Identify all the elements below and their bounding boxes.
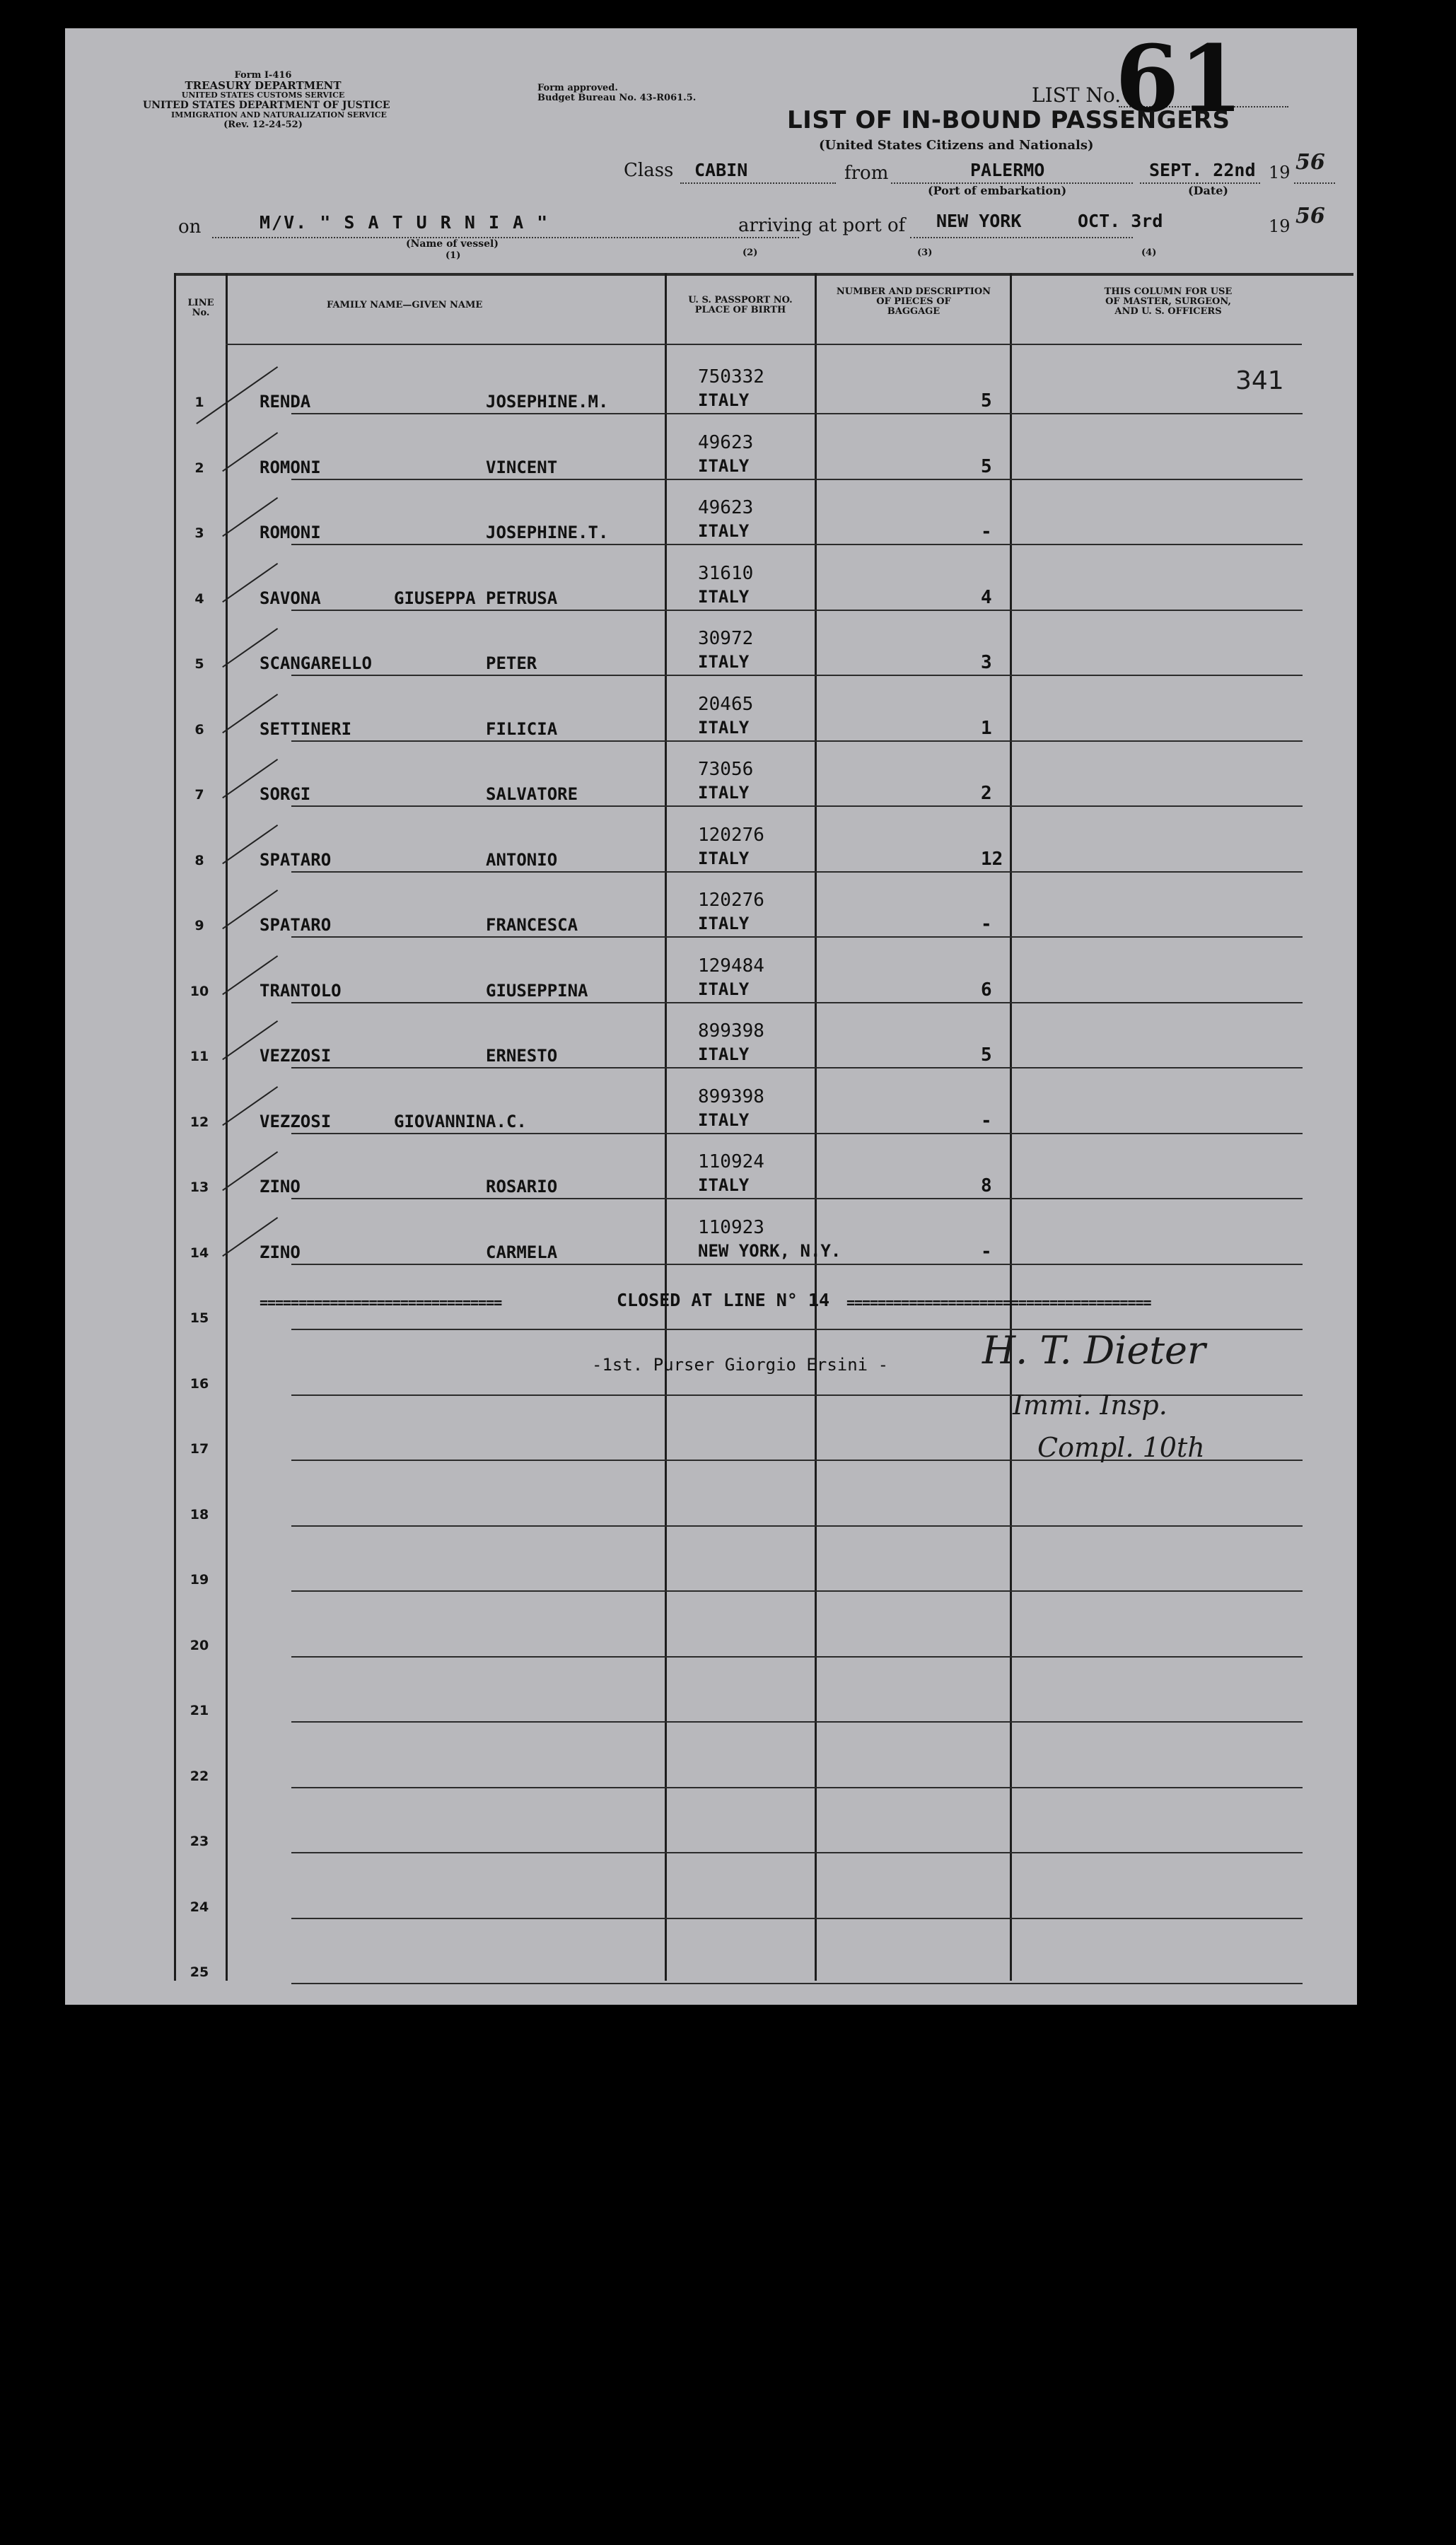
col-index-2: (2) <box>742 247 758 258</box>
arrival-port: NEW YORK <box>936 211 1022 231</box>
row-number: 14 <box>190 1245 209 1261</box>
class-label: Class <box>624 160 674 181</box>
passport-number: 750332 <box>698 366 764 388</box>
row-number: 15 <box>190 1310 209 1326</box>
from-value: PALERMO <box>970 160 1045 180</box>
row-number: 24 <box>190 1899 209 1915</box>
ins-label: IMMIGRATION AND NATURALIZATION SERVICE <box>171 110 387 120</box>
row-number: 12 <box>190 1114 209 1130</box>
family-name: VEZZOSI <box>260 1112 332 1131</box>
baggage-count: 8 <box>981 1175 992 1196</box>
baggage-count: 5 <box>981 390 992 412</box>
inspector-signature: H. T. Dieter <box>982 1328 1206 1373</box>
given-name: ANTONIO <box>486 850 558 870</box>
baggage-count: 5 <box>981 1044 992 1066</box>
family-name: SETTINERI <box>260 719 352 739</box>
place-of-birth: NEW YORK, N.Y. <box>698 1241 841 1261</box>
given-name: ERNESTO <box>486 1046 558 1066</box>
family-name: VEZZOSI <box>260 1046 332 1066</box>
row-rule <box>291 1721 1303 1723</box>
row-number: 6 <box>194 722 204 738</box>
baggage-count: 4 <box>981 587 992 608</box>
family-name: ROMONI <box>260 523 321 542</box>
arrival-year-prefix: 19 <box>1269 216 1291 236</box>
table-header-bottom <box>226 344 1302 345</box>
row-number: 20 <box>190 1638 209 1653</box>
inspector-title: Immi. Insp. <box>1013 1390 1167 1421</box>
passport-number: 110924 <box>698 1151 764 1172</box>
vessel-name: M/V. " S A T U R N I A " <box>260 212 549 233</box>
row-number: 8 <box>194 853 204 868</box>
col-divider-line <box>226 273 228 1981</box>
col-header-baggage <box>822 287 1006 317</box>
baggage-count: 6 <box>981 979 992 1001</box>
passport-number: 73056 <box>698 759 754 780</box>
passport-number: 49623 <box>698 497 754 518</box>
revision-label: (Rev. 12-24-52) <box>223 120 303 130</box>
arrival-date: OCT. 3rd <box>1078 211 1163 231</box>
given-name: ROSARIO <box>486 1177 558 1196</box>
row-rule <box>291 871 1303 873</box>
baggage-count: 3 <box>981 652 992 673</box>
passport-number: 20465 <box>698 694 754 715</box>
place-of-birth: ITALY <box>698 783 750 803</box>
row-rule <box>291 1525 1303 1527</box>
row-rule <box>291 936 1303 938</box>
departure-date: SEPT. 22nd <box>1149 160 1256 180</box>
row-rule <box>291 413 1303 414</box>
row-rule <box>291 1983 1303 1984</box>
row-number: 16 <box>190 1376 209 1392</box>
given-name: SALVATORE <box>486 784 578 804</box>
col-index-3: (3) <box>917 247 933 258</box>
family-name: SAVONA <box>260 588 321 608</box>
passport-number: 49623 <box>698 432 754 453</box>
baggage-header-line1: NUMBER AND DESCRIPTION <box>836 286 991 297</box>
passport-number: 129484 <box>698 955 764 977</box>
passport-number: 30972 <box>698 628 754 649</box>
row-rule <box>291 740 1303 742</box>
family-name: SORGI <box>260 784 311 804</box>
row-number: 21 <box>190 1703 209 1718</box>
arrival-port-underline <box>910 237 1133 238</box>
row-number: 4 <box>194 591 204 607</box>
page-reference: 341 <box>1235 366 1284 395</box>
col-header-name: FAMILY NAME—GIVEN NAME <box>327 300 483 310</box>
passport-header-line1: U. S. PASSPORT NO. <box>688 295 793 305</box>
given-name: JOSEPHINE.M. <box>486 392 609 412</box>
family-name: ZINO <box>260 1177 301 1196</box>
row-number: 23 <box>190 1834 209 1849</box>
class-value: CABIN <box>694 160 748 180</box>
given-name: GIOVANNINA.C. <box>394 1112 527 1131</box>
given-name: GIUSEPPA PETRUSA <box>394 588 558 608</box>
arrival-year: 56 <box>1295 204 1325 228</box>
baggage-count: - <box>981 1241 992 1262</box>
passport-header-line2: PLACE OF BIRTH <box>694 305 786 315</box>
inspection-note: Compl. 10th <box>1037 1432 1205 1463</box>
year-value: 56 <box>1295 150 1325 175</box>
form-number: Form I-416 <box>234 70 292 81</box>
customs-label: UNITED STATES CUSTOMS SERVICE <box>181 91 345 100</box>
place-of-birth: ITALY <box>698 979 750 999</box>
year-underline <box>1294 182 1335 184</box>
family-name: ROMONI <box>260 458 321 477</box>
col-divider-passport <box>815 273 817 1981</box>
place-of-birth: ITALY <box>698 456 750 476</box>
passport-number: 31610 <box>698 563 754 584</box>
given-name: VINCENT <box>486 458 558 477</box>
given-name: GIUSEPPINA <box>486 981 588 1001</box>
place-of-birth: ITALY <box>698 718 750 738</box>
baggage-count: - <box>981 914 992 935</box>
family-name: SPATARO <box>260 915 332 935</box>
list-number: 61 <box>1115 25 1243 133</box>
family-name: SCANGARELLO <box>260 653 372 673</box>
from-label: from <box>844 163 889 184</box>
baggage-header-line2: OF PIECES OF <box>876 296 951 307</box>
passport-number: 899398 <box>698 1020 764 1042</box>
table-top-border <box>174 273 1353 276</box>
given-name: PETER <box>486 653 537 673</box>
arriving-label: arriving at port of <box>738 215 906 236</box>
row-number: 17 <box>190 1441 209 1457</box>
baggage-count: 2 <box>981 783 992 804</box>
row-number: 1 <box>194 395 204 410</box>
page-subtitle: (United States Citizens and Nationals) <box>819 138 1094 153</box>
manifest-page <box>65 25 1357 2005</box>
list-label: LIST No. <box>1032 83 1122 107</box>
family-name: ZINO <box>260 1242 301 1262</box>
place-of-birth: ITALY <box>698 521 750 541</box>
treasury-label: TREASURY DEPARTMENT <box>185 79 342 92</box>
passport-number: 899398 <box>698 1086 764 1107</box>
closing-dashes-left: =============================== <box>260 1294 502 1311</box>
budget-label: Budget Bureau No. 43-R061.5. <box>537 93 697 103</box>
year-prefix: 19 <box>1269 163 1291 182</box>
given-name: CARMELA <box>486 1242 558 1262</box>
purser-signature: -1st. Purser Giorgio Ersini - <box>592 1355 889 1375</box>
place-of-birth: ITALY <box>698 1110 750 1130</box>
col-header-officers <box>1055 287 1281 317</box>
approval-block <box>537 83 696 103</box>
row-rule <box>291 1918 1303 1919</box>
given-name: FRANCESCA <box>486 915 578 935</box>
row-rule <box>291 1656 1303 1658</box>
officers-header-line1: THIS COLUMN FOR USE <box>1104 286 1233 297</box>
row-rule <box>291 1067 1303 1068</box>
row-rule <box>291 479 1303 480</box>
officers-header-line3: AND U. S. OFFICERS <box>1114 306 1222 317</box>
baggage-count: 5 <box>981 456 992 477</box>
officers-header-line2: OF MASTER, SURGEON, <box>1105 296 1231 307</box>
row-rule <box>291 1198 1303 1199</box>
row-number: 18 <box>190 1507 209 1522</box>
col-header-line: LINE No. <box>187 298 214 318</box>
vessel-caption: (Name of vessel) <box>406 238 499 250</box>
col-index-4: (4) <box>1141 247 1157 258</box>
row-number: 5 <box>194 656 204 672</box>
col-divider-baggage <box>1010 273 1012 1981</box>
given-name: FILICIA <box>486 719 558 739</box>
row-rule <box>291 1264 1303 1265</box>
row-rule <box>291 1133 1303 1134</box>
port-embark-caption: (Port of embarkation) <box>928 184 1067 197</box>
row-rule <box>291 805 1303 807</box>
row-number: 9 <box>194 918 204 933</box>
row-number: 3 <box>194 525 204 541</box>
row-number: 2 <box>194 460 204 476</box>
baggage-count: - <box>981 1110 992 1131</box>
row-number: 10 <box>190 984 209 999</box>
baggage-count: 12 <box>981 849 1003 870</box>
row-rule <box>291 1002 1303 1003</box>
form-info-block <box>143 70 390 130</box>
passport-number: 120276 <box>698 890 764 911</box>
given-name: JOSEPHINE.T. <box>486 523 609 542</box>
row-number: 11 <box>190 1049 209 1064</box>
date-caption: (Date) <box>1188 184 1228 197</box>
row-number: 13 <box>190 1180 209 1195</box>
family-name: RENDA <box>260 392 311 412</box>
row-number: 22 <box>190 1769 209 1784</box>
row-rule <box>291 1787 1303 1788</box>
row-number: 7 <box>194 787 204 803</box>
col-index-1: (1) <box>445 250 461 261</box>
col-divider-name <box>665 273 667 1981</box>
baggage-count: 1 <box>981 718 992 739</box>
baggage-count: - <box>981 521 992 542</box>
on-label: on <box>178 216 202 238</box>
approved-label: Form approved. <box>537 83 618 93</box>
row-rule <box>291 1590 1303 1592</box>
page-title: LIST OF IN-BOUND PASSENGERS <box>787 106 1230 134</box>
family-name: TRANTOLO <box>260 981 342 1001</box>
place-of-birth: ITALY <box>698 914 750 933</box>
family-name: SPATARO <box>260 850 332 870</box>
vessel-underline <box>212 237 799 238</box>
closing-text: CLOSED AT LINE N° 14 <box>617 1290 830 1310</box>
place-of-birth: ITALY <box>698 390 750 410</box>
row-number: 25 <box>190 1964 209 1980</box>
place-of-birth: ITALY <box>698 587 750 607</box>
class-underline <box>680 182 836 184</box>
place-of-birth: ITALY <box>698 1175 750 1195</box>
row-rule <box>291 1852 1303 1853</box>
baggage-header-line3: BAGGAGE <box>887 306 940 317</box>
row-number: 19 <box>190 1572 209 1588</box>
passport-number: 120276 <box>698 825 764 846</box>
place-of-birth: ITALY <box>698 652 750 672</box>
row-rule <box>291 544 1303 545</box>
row-rule <box>291 675 1303 676</box>
closing-dashes-right: ======================================= <box>846 1294 1151 1311</box>
place-of-birth: ITALY <box>698 1044 750 1064</box>
row-rule <box>291 610 1303 611</box>
table-left-border <box>174 273 176 1981</box>
col-header-passport <box>673 296 808 315</box>
place-of-birth: ITALY <box>698 849 750 868</box>
passport-number: 110923 <box>698 1217 764 1238</box>
justice-label: UNITED STATES DEPARTMENT OF JUSTICE <box>143 100 390 111</box>
